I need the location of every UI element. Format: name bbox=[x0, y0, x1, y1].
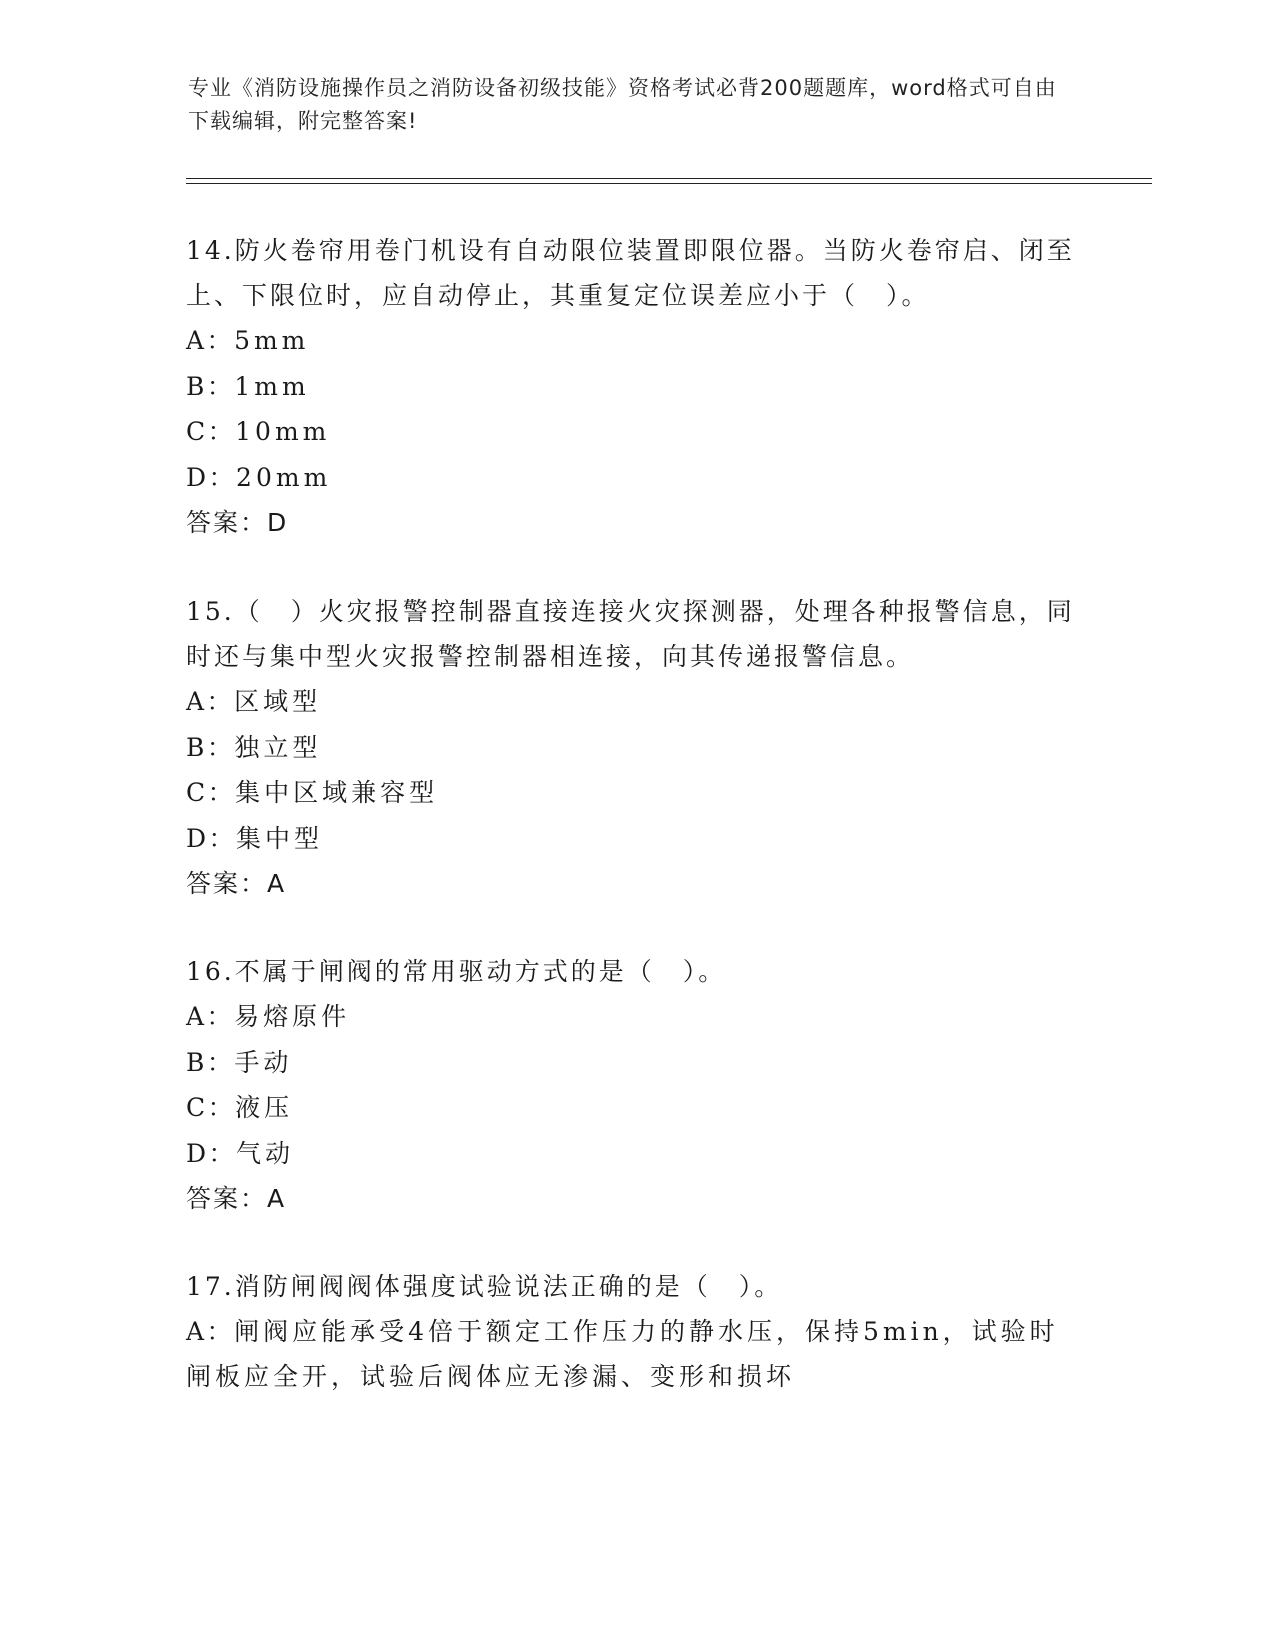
header-divider-top bbox=[186, 178, 1152, 179]
option-text: 集中型 bbox=[236, 823, 324, 853]
question-stem: 17.消防闸阀阀体强度试验说法正确的是（ ）。 bbox=[186, 1272, 783, 1301]
question-stem: 14.防火卷帘用卷门机设有自动限位装置即限位器。当防火卷帘启、闭至上、下限位时，应自动停止，其重复定位误差应小于（ ）。 bbox=[186, 236, 1075, 310]
option-text: 独立型 bbox=[234, 732, 322, 762]
option-text: 1mm bbox=[234, 371, 310, 401]
option-b bbox=[186, 1040, 1086, 1086]
option-b bbox=[186, 725, 1086, 771]
option-a bbox=[186, 679, 1086, 725]
answer-line: 答案：A bbox=[186, 1184, 287, 1213]
option-text: 易熔原件 bbox=[234, 1002, 351, 1031]
option-key: B： bbox=[186, 371, 235, 401]
option-key: B： bbox=[186, 1047, 235, 1077]
option-text: 5mm bbox=[234, 326, 310, 355]
question-stem: 16.不属于闸阀的常用驱动方式的是（ ）。 bbox=[186, 957, 727, 986]
option-key: C： bbox=[186, 1093, 236, 1122]
option-text: 10mm bbox=[235, 417, 331, 446]
option-text: 气动 bbox=[236, 1138, 295, 1168]
option-key: A： bbox=[186, 326, 235, 355]
option-b bbox=[186, 364, 1086, 410]
option-a bbox=[186, 318, 1086, 364]
question-17 bbox=[186, 1264, 1086, 1399]
option-text: 手动 bbox=[234, 1047, 293, 1077]
option-key: B： bbox=[186, 732, 235, 762]
option-text: 20mm bbox=[236, 462, 332, 492]
option-c bbox=[186, 409, 1086, 455]
option-d bbox=[186, 816, 1086, 862]
option-key: A： bbox=[186, 687, 235, 716]
option-a bbox=[186, 994, 1086, 1040]
option-c bbox=[186, 1085, 1086, 1131]
option-key: A： bbox=[186, 1317, 235, 1346]
option-a bbox=[186, 1309, 1086, 1399]
option-d bbox=[186, 1131, 1086, 1177]
answer-line: 答案：A bbox=[186, 869, 287, 898]
option-key: A： bbox=[186, 1002, 235, 1031]
option-c bbox=[186, 770, 1086, 816]
option-text: 闸阀应能承受4倍于额定工作压力的静水压，保持5min，试验时闸板应全开，试验后阀体应无渗漏、变形和损坏 bbox=[186, 1317, 1059, 1391]
question-15 bbox=[186, 589, 1086, 906]
question-16 bbox=[186, 949, 1086, 1221]
option-key: D： bbox=[186, 823, 237, 853]
document-header: 专业《消防设施操作员之消防设备初级技能》资格考试必背200题题库，word格式可自由下载编辑，附完整答案! bbox=[188, 76, 1057, 133]
option-text: 液压 bbox=[235, 1093, 294, 1122]
option-key: C： bbox=[186, 778, 236, 807]
question-14 bbox=[186, 228, 1086, 545]
option-d bbox=[186, 455, 1086, 501]
answer-line: 答案：D bbox=[186, 508, 289, 537]
option-text: 集中区域兼容型 bbox=[235, 778, 439, 807]
option-text: 区域型 bbox=[234, 687, 322, 716]
option-key: D： bbox=[186, 462, 237, 492]
option-key: D： bbox=[186, 1138, 237, 1168]
header-divider-bottom bbox=[186, 183, 1152, 184]
option-key: C： bbox=[186, 417, 236, 446]
question-stem: 15.（ ）火灾报警控制器直接连接火灾探测器，处理各种报警信息，同时还与集中型火灾报警控制器相连接，向其传递报警信息。 bbox=[186, 597, 1075, 671]
